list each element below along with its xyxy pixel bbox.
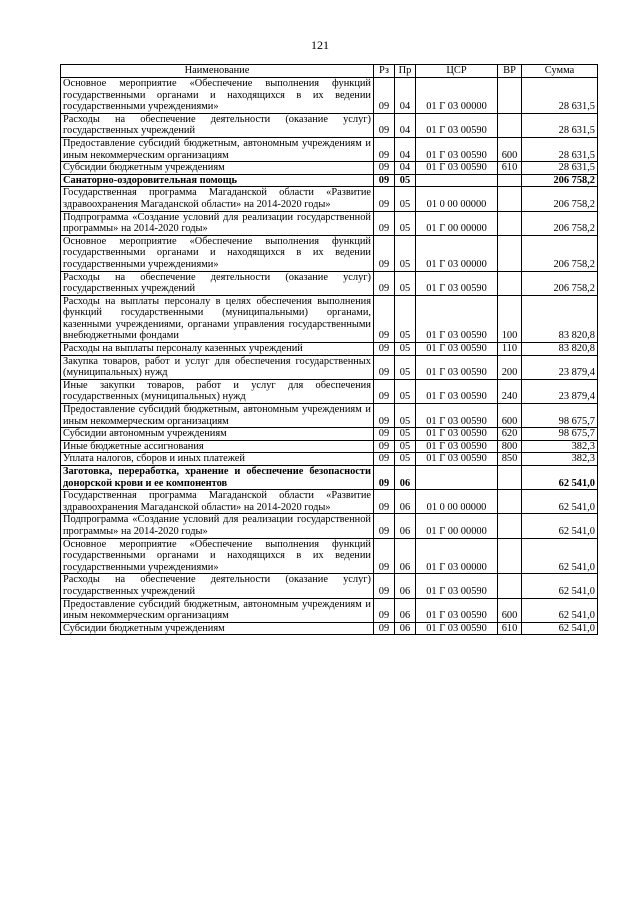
cell-rz: 09 [374, 514, 395, 538]
cell-pr: 06 [395, 466, 416, 490]
cell-name: Основное мероприятие «Обеспечение выполнения функций государственными органами и находящихся в их ведении государственными учреждениями» [61, 78, 374, 114]
cell-sum: 28 631,5 [522, 162, 598, 175]
cell-pr: 05 [395, 211, 416, 235]
cell-rz: 09 [374, 78, 395, 114]
cell-vr: 600 [498, 598, 522, 622]
cell-sum: 382,3 [522, 440, 598, 453]
cell-csr: 01 Г 03 00000 [416, 538, 498, 574]
table-row [61, 113, 598, 137]
cell-rz: 09 [374, 453, 395, 466]
cell-sum: 23 879,4 [522, 379, 598, 403]
cell-rz: 09 [374, 440, 395, 453]
cell-name: Расходы на выплаты персоналу казенных учреждений [61, 343, 374, 356]
cell-csr: 01 Г 03 00000 [416, 78, 498, 114]
cell-csr: 01 Г 03 00590 [416, 271, 498, 295]
page-number: 121 [311, 38, 329, 52]
cell-name: Субсидии бюджетным учреждениям [61, 622, 374, 635]
cell-vr [498, 211, 522, 235]
cell-csr: 01 Г 03 00590 [416, 113, 498, 137]
cell-name: Санаторно-оздоровительная помощь [61, 174, 374, 187]
cell-name: Предоставление субсидий бюджетным, автономным учреждениям и иным некоммерческим организациям [61, 598, 374, 622]
cell-name: Субсидии автономным учреждениям [61, 428, 374, 441]
cell-vr [498, 514, 522, 538]
cell-vr [498, 174, 522, 187]
cell-name: Государственная программа Магаданской области «Развитие здравоохранения Магаданской области» на 2014-2020 годы» [61, 187, 374, 211]
cell-rz: 09 [374, 343, 395, 356]
table-row [61, 271, 598, 295]
cell-csr: 01 Г 03 00590 [416, 355, 498, 379]
cell-sum: 62 541,0 [522, 466, 598, 490]
table-row [61, 428, 598, 441]
cell-pr: 04 [395, 162, 416, 175]
cell-sum: 62 541,0 [522, 598, 598, 622]
cell-csr: 01 Г 03 00590 [416, 404, 498, 428]
cell-sum: 28 631,5 [522, 113, 598, 137]
table-row [61, 453, 598, 466]
table-row [61, 355, 598, 379]
cell-name: Субсидии бюджетным учреждениям [61, 162, 374, 175]
cell-name: Предоставление субсидий бюджетным, автономным учреждениям и иным некоммерческим организациям [61, 137, 374, 161]
cell-rz: 09 [374, 404, 395, 428]
cell-name: Расходы на обеспечение деятельности (оказание услуг) государственных учреждений [61, 574, 374, 598]
cell-rz: 09 [374, 187, 395, 211]
cell-pr: 06 [395, 490, 416, 514]
cell-csr: 01 Г 03 00590 [416, 440, 498, 453]
table-header-row [61, 65, 598, 78]
cell-name: Основное мероприятие «Обеспечение выполнения функций государственными органами и находящихся в их ведении государственными учреждениями» [61, 538, 374, 574]
cell-vr [498, 490, 522, 514]
cell-rz: 09 [374, 466, 395, 490]
cell-csr: 01 Г 03 00590 [416, 343, 498, 356]
cell-vr [498, 113, 522, 137]
cell-rz: 09 [374, 490, 395, 514]
cell-name: Закупка товаров, работ и услуг для обеспечения государственных (муниципальных) нужд [61, 355, 374, 379]
cell-rz: 09 [374, 622, 395, 635]
cell-sum: 382,3 [522, 453, 598, 466]
table-row [61, 466, 598, 490]
cell-vr [498, 187, 522, 211]
cell-rz: 09 [374, 538, 395, 574]
cell-sum: 98 675,7 [522, 404, 598, 428]
cell-pr: 05 [395, 453, 416, 466]
cell-rz: 09 [374, 295, 395, 342]
cell-csr: 01 Г 03 00000 [416, 235, 498, 271]
cell-vr [498, 271, 522, 295]
cell-pr: 06 [395, 622, 416, 635]
cell-sum: 62 541,0 [522, 622, 598, 635]
cell-csr [416, 466, 498, 490]
cell-csr: 01 Г 03 00590 [416, 295, 498, 342]
cell-pr: 05 [395, 355, 416, 379]
cell-vr: 610 [498, 622, 522, 635]
cell-vr: 800 [498, 440, 522, 453]
cell-pr: 06 [395, 598, 416, 622]
table-row [61, 538, 598, 574]
cell-csr: 01 Г 03 00590 [416, 379, 498, 403]
cell-csr: 01 Г 03 00590 [416, 453, 498, 466]
cell-sum: 206 758,2 [522, 235, 598, 271]
cell-rz: 09 [374, 379, 395, 403]
cell-vr: 100 [498, 295, 522, 342]
header-pr: Пр [395, 65, 416, 78]
cell-rz: 09 [374, 174, 395, 187]
cell-pr: 05 [395, 440, 416, 453]
cell-sum: 206 758,2 [522, 187, 598, 211]
table-row [61, 137, 598, 161]
cell-pr: 06 [395, 514, 416, 538]
cell-rz: 09 [374, 428, 395, 441]
table-row [61, 404, 598, 428]
cell-pr: 05 [395, 428, 416, 441]
cell-vr: 600 [498, 404, 522, 428]
cell-name: Государственная программа Магаданской области «Развитие здравоохранения Магаданской области» на 2014-2020 годы» [61, 490, 374, 514]
header-csr: ЦСР [416, 65, 498, 78]
cell-name: Заготовка, переработка, хранение и обеспечение безопасности донорской крови и ее компонентов [61, 466, 374, 490]
cell-vr: 600 [498, 137, 522, 161]
table-row [61, 490, 598, 514]
table-row [61, 211, 598, 235]
cell-pr: 05 [395, 174, 416, 187]
cell-csr: 01 Г 00 00000 [416, 514, 498, 538]
cell-sum: 206 758,2 [522, 174, 598, 187]
cell-csr: 01 Г 03 00590 [416, 162, 498, 175]
cell-csr [416, 174, 498, 187]
header-vr: ВР [498, 65, 522, 78]
cell-name: Расходы на обеспечение деятельности (оказание услуг) государственных учреждений [61, 271, 374, 295]
cell-sum: 62 541,0 [522, 490, 598, 514]
cell-name: Подпрограмма «Создание условий для реализации государственной программы» на 2014-2020 годы» [61, 211, 374, 235]
cell-sum: 23 879,4 [522, 355, 598, 379]
cell-vr: 200 [498, 355, 522, 379]
table-row [61, 295, 598, 342]
cell-sum: 83 820,8 [522, 295, 598, 342]
cell-csr: 01 Г 03 00590 [416, 137, 498, 161]
header-name: Наименование [61, 65, 374, 78]
cell-vr: 240 [498, 379, 522, 403]
cell-pr: 05 [395, 404, 416, 428]
cell-pr: 05 [395, 271, 416, 295]
cell-name: Предоставление субсидий бюджетным, автономным учреждениям и иным некоммерческим организациям [61, 404, 374, 428]
cell-vr: 850 [498, 453, 522, 466]
cell-pr: 05 [395, 235, 416, 271]
cell-rz: 09 [374, 271, 395, 295]
header-sum: Сумма [522, 65, 598, 78]
cell-rz: 09 [374, 137, 395, 161]
cell-csr: 01 Г 03 00590 [416, 574, 498, 598]
table-row [61, 598, 598, 622]
cell-csr: 01 Г 00 00000 [416, 211, 498, 235]
cell-csr: 01 Г 03 00590 [416, 428, 498, 441]
table-row [61, 162, 598, 175]
table-row [61, 343, 598, 356]
cell-name: Расходы на выплаты персоналу в целях обеспечения выполнения функций государственными (муниципальными) органами, казенными учреждениями, органами управления государственными внебюджетными фондами [61, 295, 374, 342]
cell-vr [498, 78, 522, 114]
cell-csr: 01 0 00 00000 [416, 490, 498, 514]
table-row [61, 514, 598, 538]
cell-sum: 98 675,7 [522, 428, 598, 441]
cell-csr: 01 Г 03 00590 [416, 598, 498, 622]
table-row [61, 622, 598, 635]
cell-pr: 04 [395, 78, 416, 114]
cell-rz: 09 [374, 113, 395, 137]
table-row [61, 235, 598, 271]
cell-sum: 62 541,0 [522, 538, 598, 574]
cell-rz: 09 [374, 162, 395, 175]
cell-vr: 110 [498, 343, 522, 356]
cell-pr: 05 [395, 343, 416, 356]
cell-name: Иные бюджетные ассигнования [61, 440, 374, 453]
cell-name: Иные закупки товаров, работ и услуг для обеспечения государственных (муниципальных) нужд [61, 379, 374, 403]
cell-pr: 04 [395, 137, 416, 161]
cell-rz: 09 [374, 598, 395, 622]
budget-table [60, 64, 598, 635]
cell-pr: 04 [395, 113, 416, 137]
table-row [61, 174, 598, 187]
cell-sum: 83 820,8 [522, 343, 598, 356]
cell-pr: 05 [395, 379, 416, 403]
cell-vr [498, 538, 522, 574]
cell-rz: 09 [374, 574, 395, 598]
table-row [61, 440, 598, 453]
cell-csr: 01 0 00 00000 [416, 187, 498, 211]
cell-sum: 28 631,5 [522, 78, 598, 114]
cell-name: Расходы на обеспечение деятельности (оказание услуг) государственных учреждений [61, 113, 374, 137]
cell-sum: 62 541,0 [522, 574, 598, 598]
cell-rz: 09 [374, 355, 395, 379]
cell-pr: 05 [395, 295, 416, 342]
cell-vr: 620 [498, 428, 522, 441]
cell-name: Уплата налогов, сборов и иных платежей [61, 453, 374, 466]
cell-pr: 05 [395, 187, 416, 211]
table-row [61, 379, 598, 403]
cell-rz: 09 [374, 211, 395, 235]
cell-vr: 610 [498, 162, 522, 175]
cell-vr [498, 235, 522, 271]
cell-sum: 28 631,5 [522, 137, 598, 161]
table-row [61, 78, 598, 114]
cell-vr [498, 466, 522, 490]
cell-sum: 206 758,2 [522, 271, 598, 295]
cell-pr: 06 [395, 574, 416, 598]
cell-rz: 09 [374, 235, 395, 271]
cell-csr: 01 Г 03 00590 [416, 622, 498, 635]
cell-name: Подпрограмма «Создание условий для реализации государственной программы» на 2014-2020 годы» [61, 514, 374, 538]
cell-pr: 06 [395, 538, 416, 574]
cell-vr [498, 574, 522, 598]
cell-name: Основное мероприятие «Обеспечение выполнения функций государственными органами и находящихся в их ведении государственными учреждениями» [61, 235, 374, 271]
table-row [61, 187, 598, 211]
cell-sum: 62 541,0 [522, 514, 598, 538]
header-rz: Рз [374, 65, 395, 78]
cell-sum: 206 758,2 [522, 211, 598, 235]
table-row [61, 574, 598, 598]
